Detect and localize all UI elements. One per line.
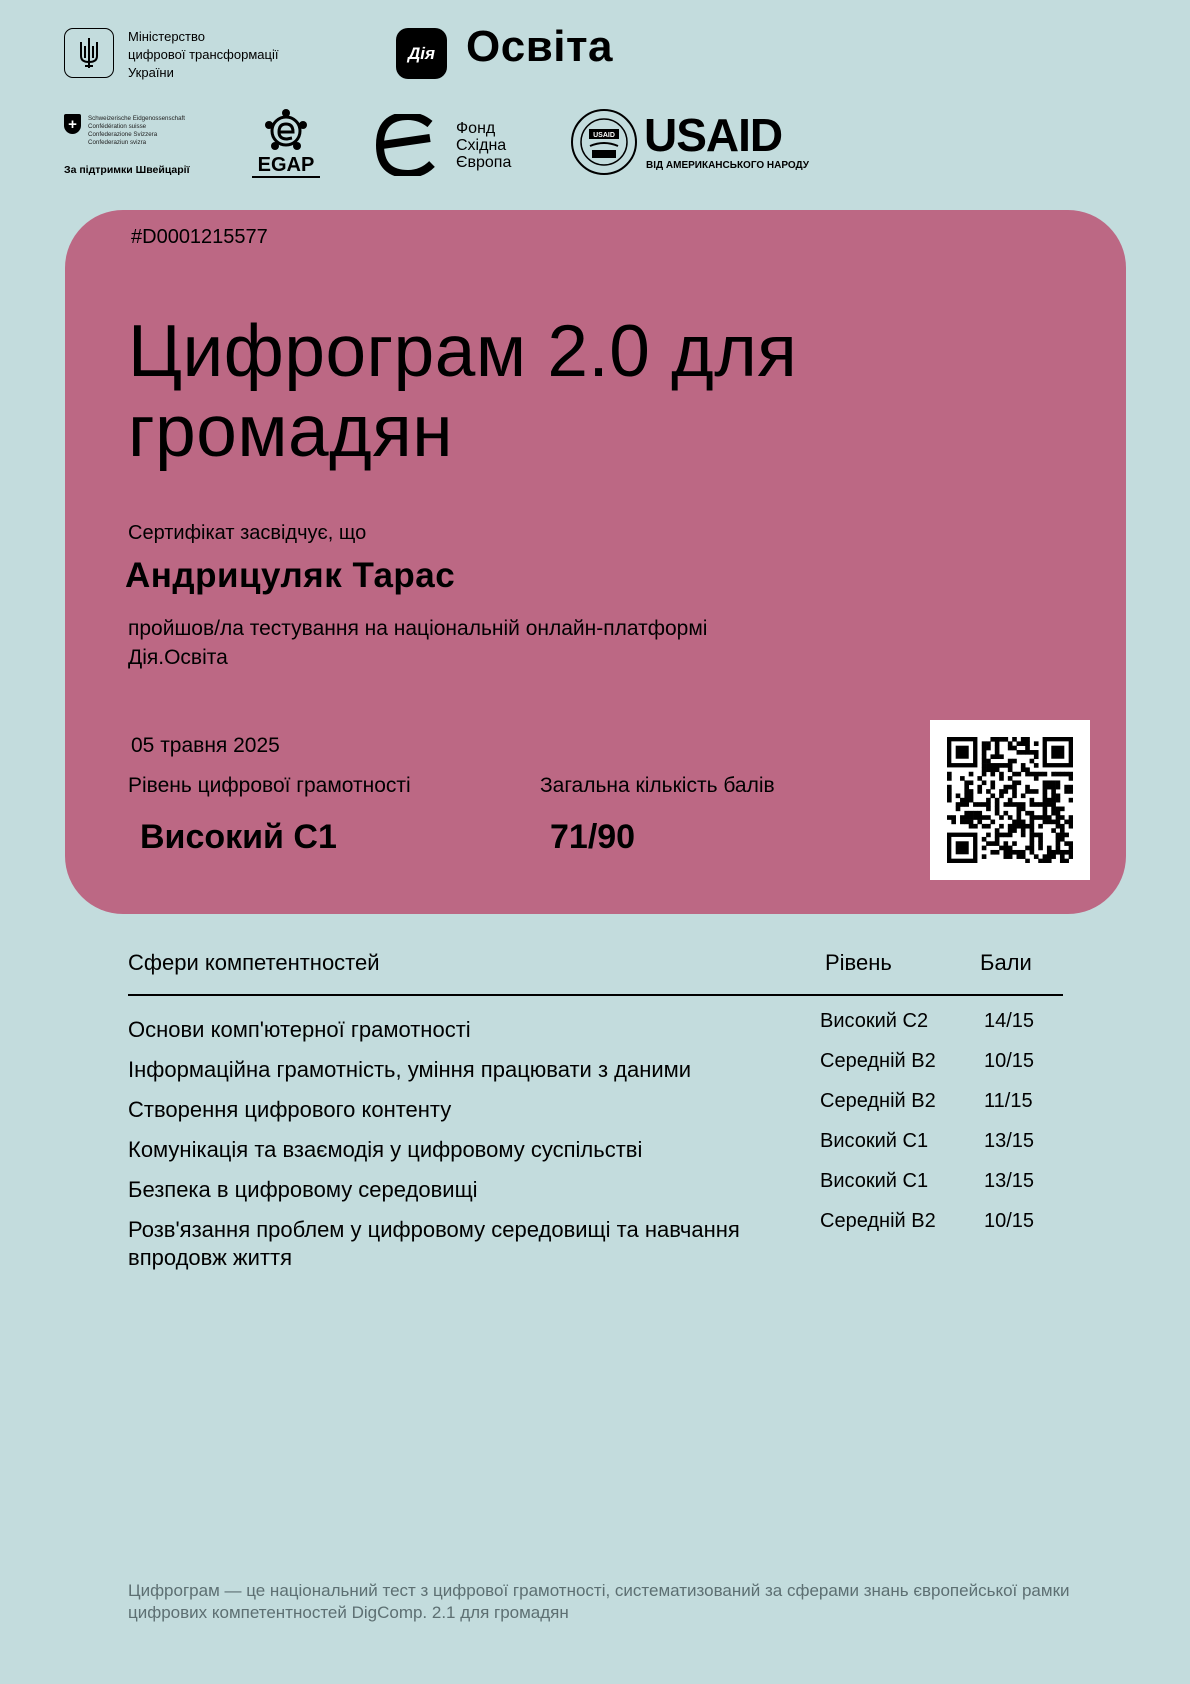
fund-name-line: Європа	[456, 154, 512, 171]
certificate-description: пройшов/ла тестування на національній онлайн-платформі Дія.Освіта	[128, 617, 708, 669]
competency-score: 13/15	[984, 1130, 1035, 1152]
competency-area: Основи комп'ютерної грамотності	[128, 1017, 471, 1042]
usaid-tagline: ВІД АМЕРИКАНСЬКОГО НАРОДУ	[646, 160, 810, 171]
qr-code[interactable]	[930, 720, 1090, 880]
certificate-intro: Сертифікат засвідчує, що	[128, 522, 367, 544]
svg-text:USAID: USAID	[593, 132, 615, 139]
column-header-area: Сфери компетентностей	[128, 950, 380, 975]
swiss-name-line: Confederazione Svizzera	[88, 131, 158, 138]
competency-area: Безпека в цифровому середовищі	[128, 1177, 478, 1202]
literacy-level-value: Високий С1	[140, 818, 337, 856]
competency-area: Інформаційна грамотність, уміння працювати з даними	[128, 1057, 692, 1082]
swiss-cross-icon: +	[64, 114, 81, 134]
swiss-support-label: За підтримки Швейцарії	[64, 164, 190, 176]
swiss-name-line: Confédération suisse	[88, 123, 147, 130]
qr-code-icon	[947, 737, 1073, 863]
diia-logo: Дія	[396, 28, 447, 79]
certificate-date: 05 травня 2025	[131, 734, 280, 757]
competency-score: 13/15	[984, 1170, 1035, 1192]
egap-logo	[252, 108, 324, 180]
swiss-name-line: Schweizerische Eidgenossenschaft	[88, 115, 185, 122]
fund-name-line: Східна	[456, 137, 507, 154]
fund-name	[456, 120, 536, 171]
competency-level: Середній В2	[820, 1090, 936, 1112]
column-header-score: Бали	[980, 950, 1032, 975]
east-europe-fund-logo	[376, 110, 526, 176]
ministry-line: України	[128, 65, 174, 80]
fund-e-icon	[376, 114, 440, 176]
competency-area: Розв'язання проблем у цифровому середовищі та навчання впродовж життя	[128, 1217, 740, 1270]
column-header-level: Рівень	[825, 950, 892, 975]
recipient-name: Андрицуляк Тарас	[125, 556, 456, 595]
footer-note: Цифрограм — це національний тест з цифрової грамотності, систематизований за сферами знань європейської рамки цифрових компетентностей DigComp. 2.1 для громадян	[128, 1581, 1070, 1622]
swiss-logo	[64, 114, 204, 178]
competency-score: 10/15	[984, 1210, 1035, 1232]
competency-level: Високий С2	[820, 1010, 929, 1032]
competency-score: 10/15	[984, 1050, 1035, 1072]
swiss-name-line: Confederaziun svizra	[88, 139, 147, 146]
competency-score: 14/15	[984, 1010, 1035, 1032]
competency-level: Середній В2	[820, 1050, 936, 1072]
certificate-title: Цифрограм 2.0 для громадян	[128, 311, 798, 472]
competency-level: Високий С1	[820, 1170, 929, 1192]
literacy-level-label: Рівень цифрової грамотності	[128, 774, 411, 797]
ministry-name	[128, 28, 328, 82]
egap-emblem-icon	[262, 108, 310, 154]
total-score-label: Загальна кількість балів	[540, 774, 775, 797]
osvita-logo-text: Освіта	[466, 22, 613, 71]
competency-area: Комунікація та взаємодія у цифровому суспільстві	[128, 1137, 643, 1162]
competency-area: Створення цифрового контенту	[128, 1097, 452, 1122]
ministry-line: Міністерство	[128, 29, 205, 44]
fund-name-line: Фонд	[456, 120, 496, 137]
table-divider	[128, 994, 1063, 996]
usaid-seal-icon	[570, 108, 638, 176]
usaid-wordmark: USAID	[644, 109, 783, 161]
certificate-id: #D0001215577	[131, 226, 268, 248]
egap-wordmark: EGAP	[252, 154, 320, 178]
usaid-logo	[570, 108, 810, 178]
competency-level: Середній В2	[820, 1210, 936, 1232]
competency-level: Високий С1	[820, 1130, 929, 1152]
competency-score: 11/15	[984, 1090, 1033, 1112]
swiss-confederation-names	[88, 115, 208, 147]
ministry-line: цифрової трансформації	[128, 47, 279, 62]
total-score-value: 71/90	[550, 818, 636, 856]
trident-emblem-icon	[64, 28, 114, 78]
